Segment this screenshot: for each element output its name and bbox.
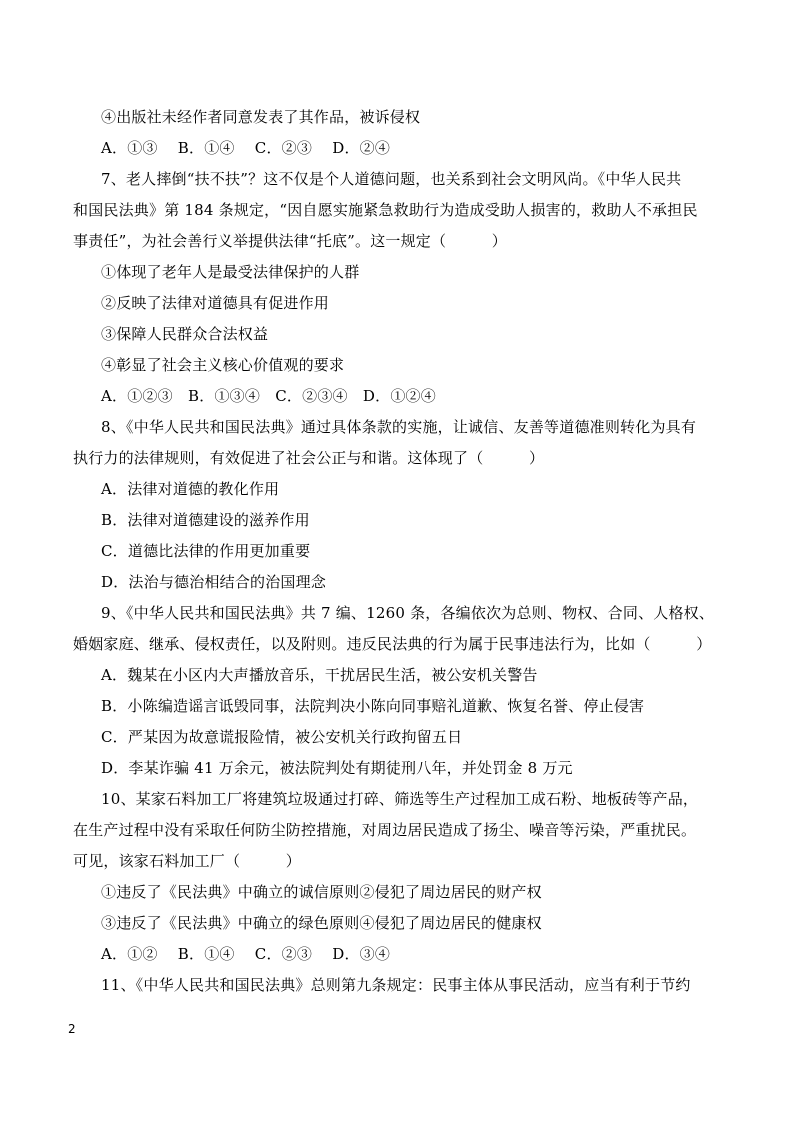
page-number: 2 — [68, 1022, 76, 1036]
q8-option-d: D．法治与德治相结合的治国理念 — [101, 573, 327, 591]
option-4-line: ④出版社未经作者同意发表了其作品，被诉侵权 — [101, 108, 421, 126]
question-10-line-1: 10、某家石料加工厂将建筑垃圾通过打碎、筛选等生产过程加工成石粉、地板砖等产品， — [101, 790, 699, 808]
q8-option-b: B．法律对道德建设的滋养作用 — [101, 511, 310, 529]
q9-option-a: A．魏某在小区内大声播放音乐，干扰居民生活，被公安机关警告 — [101, 666, 538, 684]
q7-statement-1: ①体现了老年人是最受法律保护的人群 — [101, 263, 360, 281]
q10-statement-3-4: ③违反了《民法典》中确立的绿色原则④侵犯了周边居民的健康权 — [101, 914, 542, 932]
q7-statement-3: ③保障人民群众合法权益 — [101, 325, 269, 343]
question-11-line-1: 11、《中华人民共和国民法典》总则第九条规定：民事主体从事民活动，应当有利于节约 — [101, 976, 691, 994]
q8-option-c: C．道德比法律的作用更加重要 — [101, 542, 311, 560]
q9-option-c: C．严某因为故意谎报险情，被公安机关行政拘留五日 — [101, 728, 463, 746]
q8-option-a: A．法律对道德的教化作用 — [101, 480, 280, 498]
question-10-line-3: 可见，该家石料加工厂（ ） — [73, 852, 302, 870]
question-7-line-2: 和国民法典》第 184 条规定，“因自愿实施紧急救助行为造成受助人损害的，救助人不承担民 — [73, 201, 698, 219]
question-9-line-1: 9、《中华人民共和国民法典》共 7 编、1260 条，各编依次为总则、物权、合同、人格权、 — [101, 604, 715, 622]
q7-statement-4: ④彰显了社会主义核心价值观的要求 — [101, 356, 345, 374]
q9-option-b: B．小陈编造谣言诋毁同事，法院判决小陈向同事赔礼道歉、恢复名誉、停止侵害 — [101, 697, 645, 715]
q7-statement-2: ②反映了法律对道德具有促进作用 — [101, 294, 330, 312]
question-8-line-1: 8、《中华人民共和国民法典》通过具体条款的实施，让诚信、友善等道德准则转化为具有 — [101, 418, 697, 436]
q10-statement-1-2: ①违反了《民法典》中确立的诚信原则②侵犯了周边居民的财产权 — [101, 883, 542, 901]
answer-options-q6: A．①③ B．①④ C．②③ D．②④ — [101, 139, 391, 157]
answer-options-q10: A．①② B．①④ C．②③ D．③④ — [101, 945, 391, 963]
question-7-line-1: 7、老人摔倒“扶不扶”？这不仅是个人道德问题，也关系到社会文明风尚。《中华人民共 — [101, 170, 682, 188]
question-7-line-3: 事责任”，为社会善行义举提供法律“托底”。这一规定（ ） — [73, 232, 508, 250]
question-8-line-2: 执行力的法律规则，有效促进了社会公正与和谐。这体现了（ ） — [73, 449, 545, 467]
question-10-line-2: 在生产过程中没有采取任何防尘防控措施，对周边居民造成了扬尘、噪音等污染，严重扰民。 — [73, 821, 697, 839]
question-9-line-2: 婚姻家庭、继承、侵权责任，以及附则。违反民法典的行为属于民事违法行为，比如（ ） — [73, 635, 712, 653]
q9-option-d: D．李某诈骗 41 万余元，被法院判处有期徒刑八年，并处罚金 8 万元 — [101, 759, 573, 777]
answer-options-q7: A．①②③ B．①③④ C．②③④ D．①②④ — [101, 387, 436, 405]
